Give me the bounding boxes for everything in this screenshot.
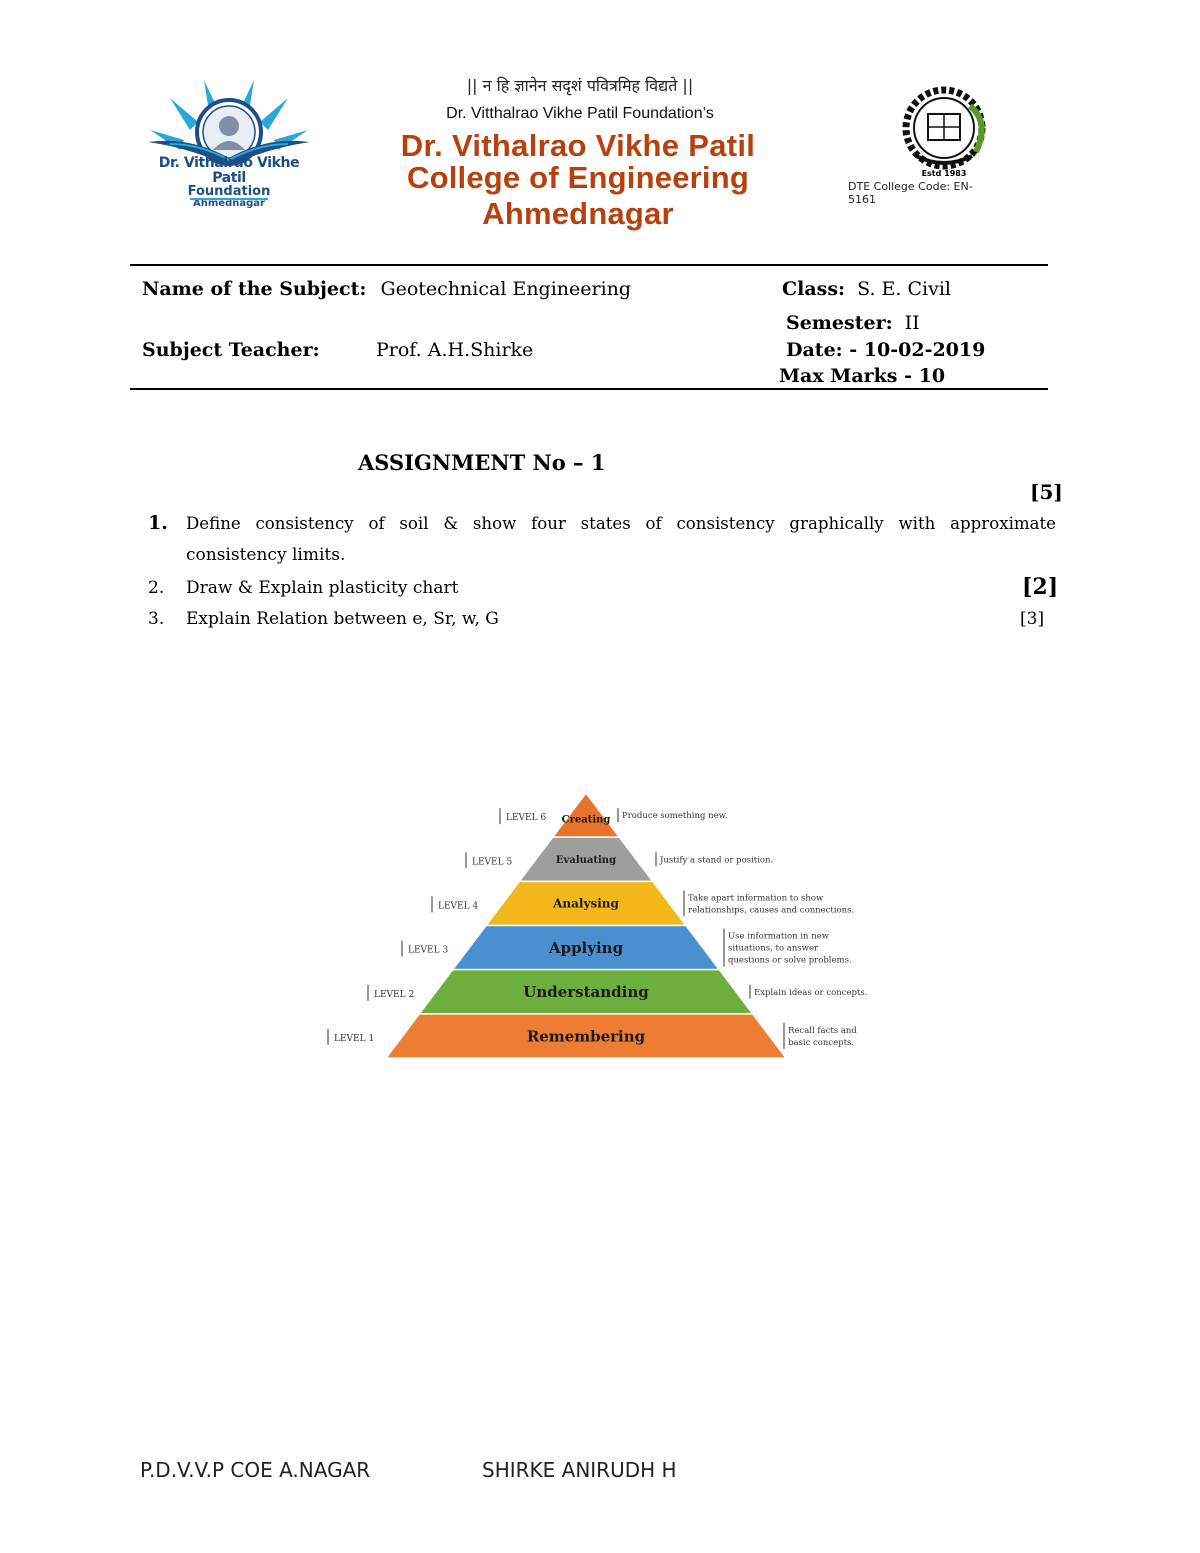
dte-college-code: DTE College Code: EN-5161 (848, 180, 973, 206)
motto: || न हि ज्ञानेन सदृशं पवित्रमिह विद्यते || (466, 76, 694, 95)
pyramid-label-evaluating: Evaluating (555, 854, 617, 866)
pyramid-level-2: LEVEL 2 (374, 989, 415, 1000)
class-row (782, 278, 951, 300)
teacher-value: Prof. A.H.Shirke (376, 339, 534, 361)
college-name-line2: College of Engineering Ahmednagar (407, 160, 749, 231)
pyramid-desc-line: Use information in new (728, 931, 830, 942)
q2-text: Draw & Explain plasticity chart (186, 578, 459, 598)
pyramid-desc-line: relationships, causes and connections. (688, 905, 855, 916)
q2-marks: [2] (1022, 574, 1059, 600)
pyramid-level-1: LEVEL 1 (334, 1033, 375, 1044)
q3-text: Explain Relation between e, Sr, w, G (186, 609, 499, 629)
bottom-rule (130, 388, 1048, 390)
pyramid-desc-line: Produce something new. (622, 811, 728, 822)
q2-number: 2. (148, 578, 165, 598)
date-value: - 10-02-2019 (849, 339, 986, 361)
pyramid-label-analysing: Analysing (553, 896, 619, 911)
pyramid-label-applying: Applying (548, 938, 624, 957)
pyramid-level-4: LEVEL 4 (438, 901, 479, 912)
footer-left: P.D.V.V.P COE A.NAGAR (140, 1458, 371, 1482)
top-rule (130, 264, 1048, 266)
foundation-name-line2: Foundation (187, 184, 271, 200)
assignment-title: ASSIGNMENT No – 1 (358, 450, 606, 475)
logo-underline (190, 198, 268, 200)
college-name-line1: Dr. Vithalrao Vikhe Patil (400, 128, 756, 163)
pyramid-desc-line: basic concepts. (788, 1037, 855, 1048)
teacher-label: Subject Teacher: (142, 339, 320, 361)
college-seal (900, 86, 992, 178)
foundation-name-line3: Ahmednagar (193, 198, 265, 210)
pyramid-desc-line: Explain ideas or concepts. (754, 987, 868, 998)
subject-label: Name of the Subject: (142, 278, 367, 300)
class-label: Class: (782, 278, 846, 300)
foundation-name-line1: Dr. Vithalrao Vikhe Patil (158, 155, 300, 186)
pyramid-label-creating: Creating (561, 814, 611, 826)
pyramid-desc-line: Justify a stand or position. (660, 855, 774, 866)
q1-text-line2: consistency limits. (186, 545, 346, 565)
pyramid-level-6: LEVEL 6 (506, 813, 547, 824)
semester-row (786, 312, 920, 334)
q1-number: 1. (148, 512, 168, 534)
pyramid-label-remembering: Remembering (526, 1027, 646, 1046)
seal-text: Estd 1983 (921, 169, 967, 178)
footer-right: SHIRKE ANIRUDH H (482, 1458, 677, 1482)
q1-marks: [5] (1030, 480, 1063, 504)
semester-value: II (904, 312, 920, 334)
pyramid-desc-line: questions or solve problems. (728, 955, 852, 966)
subject-value: Geotechnical Engineering (380, 278, 632, 300)
pyramid-desc-line: Recall facts and (788, 1025, 857, 1036)
class-value: S. E. Civil (857, 278, 951, 300)
semester-label: Semester: (786, 312, 893, 334)
date-label: Date: (786, 339, 843, 361)
q3-marks: [3] (1020, 609, 1045, 629)
pyramid-label-understanding: Understanding (523, 983, 649, 1002)
q3-number: 3. (148, 609, 165, 629)
max-marks: Max Marks - 10 (779, 365, 946, 387)
pyramid-level-3: LEVEL 3 (408, 945, 449, 956)
q1-text-line1: Define consistency of soil & show four states of consistency graphically with approximate (186, 514, 1056, 533)
pyramid-desc-line: situations, to answer (728, 943, 819, 954)
foundation-line: Dr. Vitthalrao Vikhe Patil Foundation’s (446, 105, 714, 122)
foundation-logo-text (140, 156, 318, 210)
pyramid-level-5: LEVEL 5 (472, 857, 513, 868)
subject-row (142, 278, 631, 300)
pyramid-desc-line: Take apart information to show (688, 893, 824, 904)
blooms-pyramid (320, 785, 880, 1070)
date-row (786, 339, 985, 361)
